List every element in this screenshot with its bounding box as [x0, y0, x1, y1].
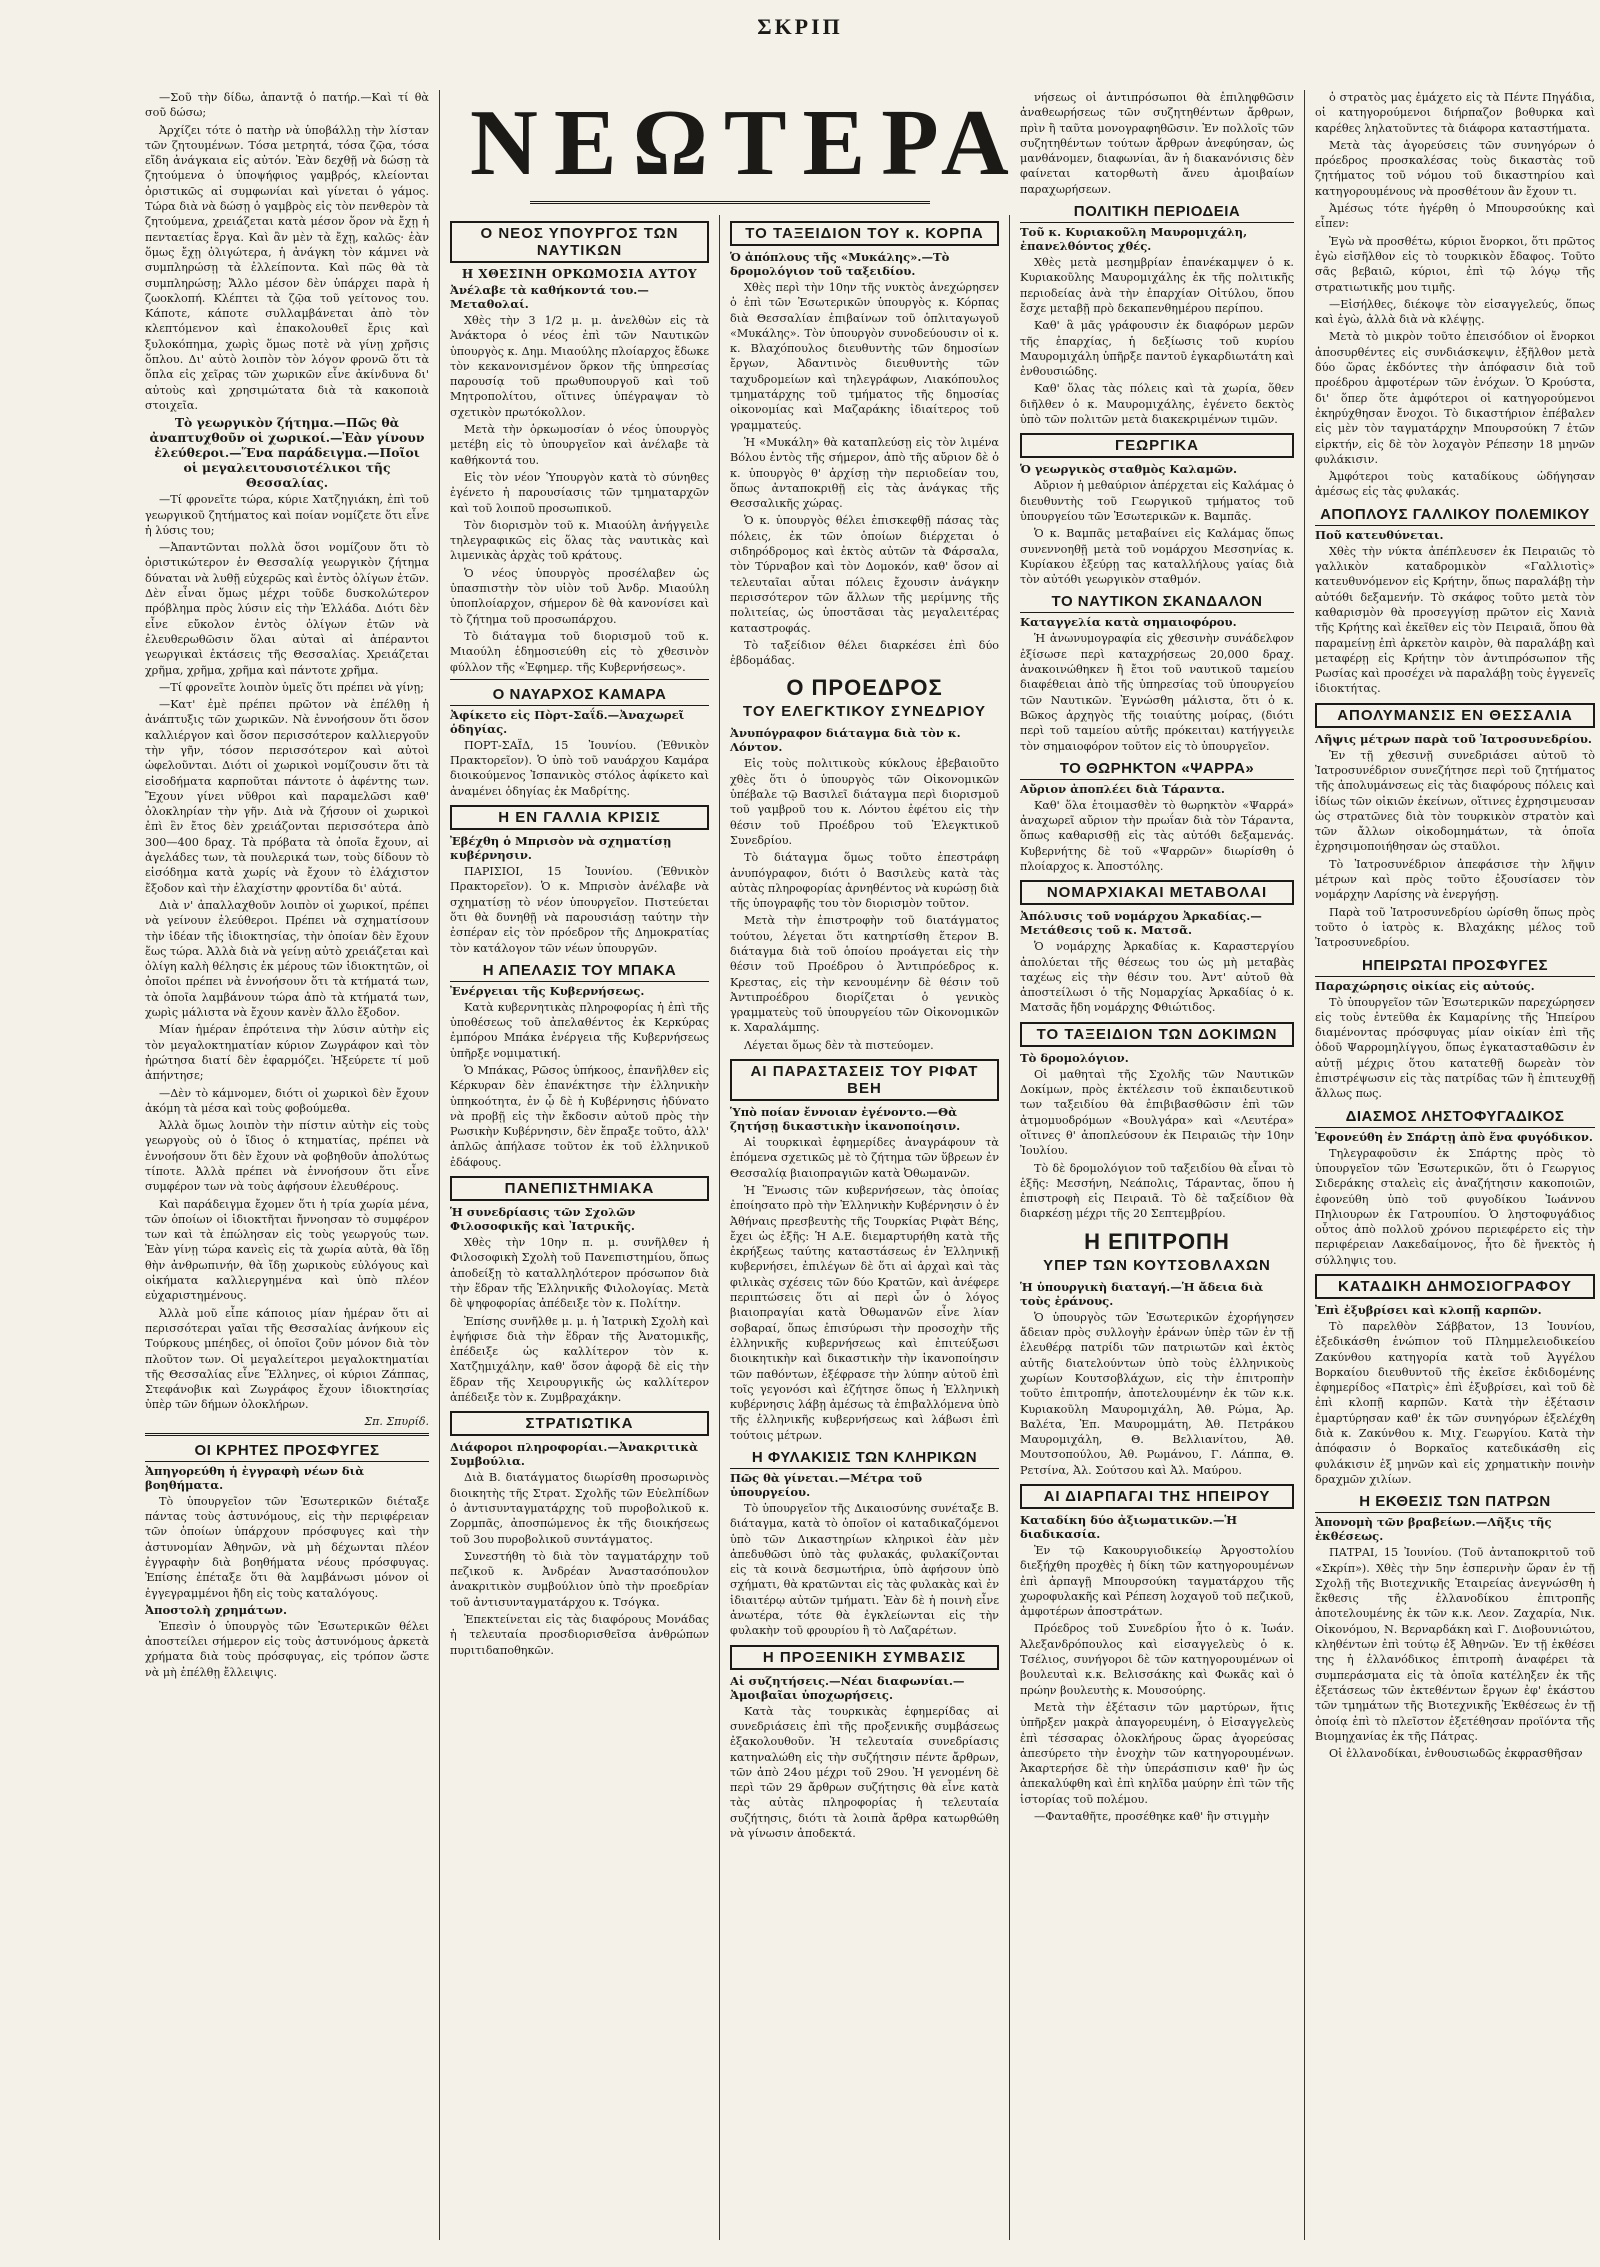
paragraph: Τὸ διάταγμα τοῦ διορισμοῦ τοῦ κ. Μιαούλη ἐδημοσιεύθη εἰς τὸ χθεσινὸν φύλλον τῆς «Ἐφημερ. τῆς Κυβερνήσεως». [450, 629, 709, 674]
article-kicker: Αὔριον ἀποπλέει διὰ Τάραντα. [1020, 781, 1225, 796]
paragraph: Τὸ διάταγμα ὅμως τοῦτο ἐπεστράφη ἀνυπόγραφον, διότι ὁ Βασιλεὺς κατὰ τὰς αὐτὰς πληροφορίας ἀρνηθέντος νὰ κυρώσῃ διὰ τῆς ὑπογραφῆς του τὸν διορισμὸν τοῦτον. [730, 851, 999, 911]
paragraph: —Φανταθῆτε, προσέθηκε καθ' ἣν στιγμὴν [1034, 1810, 1270, 1824]
paragraph: Χθὲς περὶ τὴν 10ην τῆς νυκτὸς ἀνεχώρησεν ὁ ἐπὶ τῶν Ἐσωτερικῶν ὑπουργὸς κ. Κόρπας διὰ Θεσσαλίαν ἐπιβαίνων τοῦ ὁπλιταγωγοῦ «Μυκάλης». Τὸν ὑπουργὸν συνοδεύουσιν οἱ κ. κ. Βλαχόπουλος διευθυντὴς τῶν δημοσίων ἔργων, Ἀδαντινὸς διευθυντὴς τῶν ταχυδρομείων καὶ τηλεγράφων, Λιακόπουλος τμηματάρχης τοῦ τμήματος τῆς δημοσίας οἰκονομίας καὶ Μαζαράκης ἰδιαίτερος τοῦ γραμματεύς. [730, 281, 999, 432]
column-2 [440, 215, 720, 2240]
section-title: ΝΕΩΤΕΡΑ [470, 91, 1025, 195]
paragraph: Χθὲς μετὰ μεσημβρίαν ἐπανέκαμψεν ὁ κ. Κυριακοῦλης Μαυρομιχάλης ἐκ τῆς πολιτικῆς περιοδείας ἀνὰ τὴν ἐπαρχίαν Οἰτύλου, ὅπου ἔσχε μεταβῇ πρὸ δεκαπενθημέρου περίπου. [1020, 256, 1294, 315]
paragraph: Χθὲς τὴν νύκτα ἀπέπλευσεν ἐκ Πειραιῶς τὸ γαλλικὸν καταδρομικὸν «Γαλλιοτὶς» κατευθυνόμενον εἰς Κρήτην, ὅπως παραλάβῃ τὴν αὐτόθι δεξαμενήν. Τὸ σκάφος τοῦτο μετὰ τὸν καθαρισμὸν θὰ προσεγγίσῃ πρῶτον εἰς Χανιὰ τῆς Κρήτης καὶ ἐκεῖθεν εἰς τὸν Πειραιᾶ, ὅπου θὰ παραμείνῃ ἐπὶ ἀρκετὸν καιρὸν, θὰ παραλάβῃ καὶ μεταφέρῃ εἰς Κρήτην τὸν ἀντιπρόσωπον τῆς Ρωσίας καὶ προσέχει νὰ παραλάβῃ τοὺς ἐγγενεῖς ἰδιοκτήτας. [1315, 544, 1595, 696]
paragraph: Ἀμέσως τότε ἠγέρθη ὁ Μπουρσούκης καὶ εἶπεν: [1315, 202, 1595, 231]
paragraph: —Τί φρονεῖτε τώρα, κύριε Χατζηγιάκη, ἐπὶ τοῦ γεωργικοῦ ζητήματος καὶ ποίαν νομίζετε ὅτι εἶνε ἡ λύσις του; [145, 493, 429, 537]
article-headline: ΑΙ ΠΑΡΑΣΤΑΣΕΙΣ ΤΟΥ ΡΙΦΑΤ ΒΕΗ [730, 1059, 999, 1101]
paragraph: Ἐπίσης συνῆλθε μ. μ. ἡ Ἰατρικὴ Σχολὴ καὶ ἐψήφισε διὰ τὴν ἕδραν τῆς Ἀνατομικῆς, ἐπέδειξε ὡς καλλίτερον τὸν κ. Χατζημιχάλην, καθ' ὅσον ἀφορᾷ δὲ εἰς τὴν ἕδραν τῆς Χειρουργικῆς ὡς καλλίτερον ἀπέδειξε τὸν κ. Ζυμβραχάκην. [450, 1314, 709, 1405]
divider [145, 1433, 429, 1436]
article-headline: ΣΤΡΑΤΙΩΤΙΚΑ [450, 1411, 709, 1436]
article-kicker: Τοῦ κ. Κυριακοῦλη Μαυρομιχάλη, ἐπανελθόντος χθές. [1020, 225, 1248, 254]
author-signature: Σπ. Σπυρίδ. [364, 1414, 429, 1428]
paragraph: Ἐν τῷ Κακουργιοδικείῳ Ἀργοστολίου διεξήχθη προχθὲς ἡ δίκη τῶν κατηγορουμένων ἐπὶ ἀρπαγῇ Μπουρσούκη ταγματάρχου τῆς χωροφυλακῆς καὶ Ρέπεση λοχαγοῦ τοῦ πεζικοῦ, ἀμφοτέρων ἀποστράτων. [1020, 1544, 1294, 1619]
article-headline: ΔΙΑΣΜΟΣ ΛΗΣΤΟΦΥΓΑΔΙΚΟΣ [1315, 1108, 1595, 1128]
article-subheadline: Η ΧΘΕΣΙΝΗ ΟΡΚΩΜΟΣΙΑ ΑΥΤΟΥ [461, 267, 698, 281]
article-kicker: Ἀπόλυσις τοῦ νομάρχου Ἀρκαδίας.—Μετάθεσις τοῦ κ. Ματσᾶ. [1020, 909, 1262, 938]
article-kicker: Τὸ δρομολόγιον. [1020, 1050, 1129, 1065]
paragraph: Καθ' ὅλας τὰς πόλεις καὶ τὰ χωρία, ὅθεν διῆλθεν ὁ κ. Μαυρομιχάλης, ἐγένετο δεκτὸς ὑπὸ τῶν πολιτῶν μετὰ διακεκριμένων τιμῶν. [1020, 382, 1294, 427]
paragraph: Πρόεδρος τοῦ Συνεδρίου ἦτο ὁ κ. Ἰωάν. Ἀλεξανδρόπουλος καὶ εἰσαγγελεὺς ὁ κ. Τσέλιος, συνήγοροι δὲ τῶν κατηγορουμένων οἱ βουλευταὶ κ.κ. Βελισσάκης καὶ Φωκᾶς καὶ ὁ πρώην βουλευτὴς κ. Μουσούρης. [1020, 1622, 1294, 1697]
article-headline: ΑΠΟΠΛΟΥΣ ΓΑΛΛΙΚΟΥ ΠΟΛΕΜΙΚΟΥ [1315, 506, 1595, 526]
article-headline: ΤΟ ΤΑΞΕΙΔΙΟΝ ΤΟΥ κ. ΚΟΡΠΑ [730, 221, 999, 246]
paragraph: Ὁ νέος ὑπουργὸς προσέλαβεν ὡς ὑπασπιστὴν τὸν υἱὸν τοῦ Ἀνδρ. Μιαούλη ὑποπλοίαρχον, σήμερον δὲ θὰ κανονίσει καὶ τὸ ζήτημα τοῦ προσωπάρχου. [450, 566, 709, 626]
paragraph: νήσεως οἱ ἀντιπρόσωποι θὰ ἐπιληφθῶσιν ἀναθεωρήσεως τῶν συζητηθέντων ἄρθρων, πρὶν ἢ ταῦτα μονογραφηθῶσιν. Ἐν πολλοῖς τῶν συζητηθέντων τούτων ἄρθρων ἀνεφύησαν, ὡς μανθάνομεν, διαφωνίαι, ἂν ἡ διακανόνισις δὲν φαίνεται κατορθωτὴ ἄνευ ἀμοιβαίων παραχωρήσεων. [1020, 91, 1294, 196]
article-headline: Η ΕΝ ΓΑΛΛΙΑ ΚΡΙΣΙΣ [450, 805, 709, 830]
article-headline: ΓΕΩΡΓΙΚΑ [1020, 433, 1294, 458]
paragraph: Οἱ μαθηταὶ τῆς Σχολῆς τῶν Ναυτικῶν Δοκίμων, πρὸς ἐκτέλεσιν τοῦ ἐκπαιδευτικοῦ των ταξειδίου θὰ ἐπιβιβασθῶσιν ἐπὶ τῶν ἀτμομυοδρόμων «Βουλγάρα» καὶ «Λευτέρα» οἵτινες θ' ἀποπλεύσουν ἐκ Πειραιῶς τὴν 10ην Ἰουλίου. [1020, 1067, 1294, 1158]
paragraph: Διὰ Β. διατάγματος διωρίσθη προσωρινὸς διοικητὴς τῆς Στρατ. Σχολῆς τῶν Εὐελπίδων ὁ ἀντισυνταγματάρχης τοῦ πυροβολικοῦ κ. Ζορμπᾶς, ἀποσπώμενος ἐκ τῆς διοικήσεως τοῦ 3ου πυροβολικοῦ συντάγματος. [450, 1471, 709, 1546]
article-headline: ΚΑΤΑΔΙΚΗ ΔΗΜΟΣΙΟΓΡΑΦΟΥ [1315, 1274, 1595, 1299]
article-kicker: Ἡ συνεδρίασις τῶν Σχολῶν Φιλοσοφικῆς καὶ Ἰατρικῆς. [450, 1205, 636, 1234]
paragraph: Ἡ «Μυκάλη» θὰ καταπλεύσῃ εἰς τὸν λιμένα Βόλου ἐντὸς τῆς σήμερον, ἀπὸ τῆς αὔριον δὲ ὁ κ. ὑπουργὸς θ' ἀρχίσῃ τὴν περιοδείαν του, ὅπως ἀνταποκριθῇ εἰς τὰς ἀνάγκας τῆς Θεσσαλικῆς χώρας. [730, 435, 999, 511]
paragraph: Μετὰ τὰς ἀγορεύσεις τῶν συνηγόρων ὁ πρόεδρος προσκαλέσας τοὺς δικαστὰς τοῦ ζητήματος τοῦ νόμου τοῦ δικαστηρίου καὶ κατηγορουμένους νὰ προσθέτουν ἂν ἔχουν τι. [1315, 138, 1595, 198]
article-headline: ΤΟ ΝΑΥΤΙΚΟΝ ΣΚΑΝΔΑΛΟΝ [1020, 593, 1294, 613]
article-kicker: Ἀνυπόγραφον διάταγμα διὰ τὸν κ. Λόντον. [730, 726, 961, 755]
article-kicker: Ποῦ κατευθύνεται. [1315, 527, 1444, 542]
paragraph: Αὔριον ἡ μεθαύριον ἀπέρχεται εἰς Καλάμας ὁ διευθυντὴς τοῦ Γεωργικοῦ τμήματος τοῦ ὑπουργείου τῶν Ἐσωτερικῶν κ. Βαμπᾶς. [1020, 479, 1294, 523]
article-kicker: Ἀπονομὴ τῶν βραβείων.—Λῆξις τῆς ἐκθέσεως. [1315, 1515, 1552, 1544]
article-kicker: Ἀποστολὴ χρημάτων. [145, 1602, 287, 1617]
paragraph: Καὶ παράδειγμα ἔχομεν ὅτι ἡ τρία χωρία μένα, τῶν ὁποίων οἱ ἰδιοκτῆται ἤννοησαν τὸ συμφέρον των καὶ τὰ ἐπώλησαν εἰς τοὺς γεωργούς των. Ἐὰν γίνῃ τώρα κανεὶς εἰς τὰ χωρία αὐτὰ, θὰ ἴδῃ θὴν ἀνθρωπινήν, θὰ ἴδῃ χωρικοὺς εὐλόγους καὶ οἰκήματα καλλιεργημένα καὶ ὑπὸ πλέον εὐχαριστημένους. [145, 1197, 429, 1303]
paragraph: Ἐν τῇ χθεσινῇ συνεδριάσει αὐτοῦ τὸ Ἰατροσυνέδριον συνεζήτησε περὶ τοῦ ζητήματος τῆς ἀπολυμάνσεως εἰς τὰς διαφόρους πόλεις καὶ ἰδίως τῶν οἰκιῶν ἐκείνων, οἵτινες ἐχρησιμευσαν ὡς στρατῶνες διὰ τὸν τουρκικὸν στρατὸν καὶ τῶν ἄλλων οἰκοδομημάτων, τὰ ὁποῖα ἐχρησιμοποιήθησαν ὡς σταῦλοι. [1315, 748, 1595, 854]
paragraph: Αἱ τουρκικαὶ ἐφημερίδες ἀναγράφουν τὰ ἐπόμενα σχετικῶς μὲ τὸ ζήτημα τῶν ὕβρεων ἐν Θεσσαλίᾳ βιαιοπραγιῶν κατὰ Ὀθωμανῶν. [730, 1136, 999, 1180]
article-kicker: Ἐνέργειαι τῆς Κυβερνήσεως. [450, 983, 645, 998]
article-headline: Η ΠΡΟΞΕΝΙΚΗ ΣΥΜΒΑΣΙΣ [730, 1645, 999, 1670]
paragraph: Κατὰ κυβερνητικὰς πληροφορίας ἡ ἐπὶ τῆς ὑποθέσεως τοῦ ἀπελαθέντος ἐκ Κερκύρας ἐμπόρου Μπάκα ἐνέργεια τῆς Κυβερνήσεως ὑπῆρξε νομιματική. [450, 1000, 709, 1060]
article-headline: ΑΙ ΔΙΑΡΠΑΓΑΙ ΤΗΣ ΗΠΕΙΡΟΥ [1020, 1484, 1294, 1509]
paragraph: Εἰς τοὺς πολιτικοὺς κύκλους ἐβεβαιοῦτο χθὲς ὅτι ὁ ὑπουργὸς τῶν Οἰκονομικῶν ὑπέβαλε τῷ Βασιλεῖ διάταγμα περὶ διορισμοῦ τοῦ γαμβροῦ του κ. Λόντου ἐφέτου εἰς τὴν θέσιν τοῦ Προέδρου τοῦ Ἐλεγκτικοῦ Συνεδρίου. [730, 757, 999, 847]
paragraph: Τὸ δὲ δρομολόγιον τοῦ ταξειδίου θὰ εἶναι τὸ ἑξῆς: Μεσσήνη, Νεάπολις, Τάραντας, ὅπου ἡ ἐπιστροφὴ εἰς Πειραιᾶ. Τὸ δὲ ταξείδιον θὰ διαρκέσῃ μέχρι τῆς 20 Σεπτεμβρίου. [1020, 1161, 1294, 1221]
article-kicker: Καταδίκη δύο ἀξιωματικῶν.—Ἡ διαδικασία. [1020, 1513, 1238, 1541]
article-headline: Η ΕΚΘΕΣΙΣ ΤΩΝ ΠΑΤΡΩΝ [1315, 1493, 1595, 1513]
paragraph: Ἐπεκτείνεται εἰς τὰς διαφόρους Μονάδας ἡ τελευταία προσδιορισθεῖσα ἀνθρώπων πυριτιδαποθηκῶν. [450, 1613, 709, 1657]
paragraph: Μετὰ τὴν ὁρκωμοσίαν ὁ νέος ὑπουργὸς μετέβη εἰς τὸ ὑπουργεῖον καὶ ἀνέλαβε τὰ καθήκοντά του. [450, 423, 709, 467]
paragraph: —Ἀπαντῶνται πολλὰ ὅσοι νομίζουν ὅτι τὸ ὀριστικώτερον ἐν Θεσσαλίᾳ γεωργικὸν ζήτημα δύναται νὰ λυθῇ εὐχερῶς καὶ ἐντὸς ὀλίγων ἐτῶν. Δὲν εἶναι ὅμως μέχρι τοῦδε δυσκολώτερον πρόβλημα πρὸς λύσιν εἰς τὴν Ἑλλάδα. Διότι δὲν εἶνε εὔκολον ἐντὸς ὀλίγων ἐτῶν νὰ ἐλευθερωθῶσιν ὅλαι αὐταὶ αἱ ἀπέραντοι γεωργικαὶ ἐκτάσεις τῆς Θεσσαλίας. Χρειάζεται χρῆμα, χρῆμα, χρῆμα καὶ πάντοτε χρῆμα. [145, 541, 429, 677]
paragraph: Εἰς τὸν νέον Ὑπουργὸν κατὰ τὸ σύνηθες ἐγένετο ἡ παρουσίασις τῶν τμηματαρχῶν καὶ τοῦ λοιποῦ προσωπικοῦ. [450, 470, 709, 515]
paragraph: Τὸ ταξείδιον θέλει διαρκέσει ἐπὶ δύο ἑβδομάδας. [730, 638, 999, 668]
paragraph: Ἀλλὰ μοῦ εἶπε κάποιος μίαν ἡμέραν ὅτι αἱ περισσότεραι γαῖαι τῆς Θεσσαλίας ἀνήκουν εἰς Τούρκους μπέηδες, οἱ ὁποῖοι ζοῦν μόνον διὰ τὸν πλοῦτον των. Οἱ μεγαλείτεροι μεγαλοκτηματίαι τῆς Θεσσαλίας εἶνε Ἕλληνες, οἱ κύριοι Ζάππας, Στεφάνοβικ καὶ Ζωγράφος ἔχουν ἰδιοκτησίας ὑπὲρ τῶν δήμων ὁλοκλήρων. [145, 1306, 429, 1412]
paragraph: Ὁ ὑπουργὸς τῶν Ἐσωτερικῶν ἐχορήγησεν ἄδειαν πρὸς συλλογὴν ἐράνων ὑπὲρ τῶν ἐν τῇ ἐλευθέρᾳ πατρίδι τῶν πατριωτῶν καὶ ἐκτὸς αὐτῆς διατελούντων ὑπὸ τοὺς ἑλληνικοὺς χωρίων Κουτσοβλάχων, εἰς τὴν ἐπιτροπὴν τοῦτο ἐπιτροπήν, ἀποτελουμένην ἐκ τῶν κ.κ. Κυριακοῦλη Μαυρομιχάλη, Ἀθ. Ρώμα, Ἀρ. Βαλέτα, Ἐπ. Μαυρομμάτη, Ἀθ. Πετράκου Μαυρομιχάλη, Θ. Βελλιανίτου, Ἀθ. Μουτσοπούλου, Ἀθ. Ρωμάνου, Γ. Λάππα, Θ. Ρετσίνα, Ἀλ. Σούτσου καὶ Ἀλ. Μαύρου. [1020, 1310, 1294, 1477]
paragraph: Ὁ κ. Βαμπᾶς μεταβαίνει εἰς Καλάμας ὅπως συνεννοηθῇ μετὰ τοῦ νομάρχου Μεσσηνίας κ. Κυρίακου ἐξεύρῃ τας καταλλήλους γαίας διὰ τὸν αὐτόθι γεωργικὸν σταθμόν. [1020, 527, 1294, 587]
paragraph: Ἀλλὰ ὅμως λοιπὸν τὴν πίστιν αὐτὴν εἰς τοὺς γεωργοὺς οὐ ὁ ἴδιος ὁ κτηματίας, πρέπει νὰ ἐννοήσουν ὅτι δὲν ἔχουν νὰ φοβηθοῦν ἀπολύτως τίποτε. Ἀλλὰ πρέπει νὰ ἐννοήσουν ὅτι εἶνε συμφέρον των νὰ τοὺς ἀφήσουν ἐλευθέρους. [145, 1119, 429, 1194]
article-headline: ΝΟΜΑΡΧΙΑΚΑΙ ΜΕΤΑΒΟΛΑΙ [1020, 880, 1294, 905]
article-headline: ΤΟ ΘΩΡΗΚΤΟΝ «ΨΑΡΡΑ» [1020, 760, 1294, 780]
article-kicker: Ἐφονεύθη ἐν Σπάρτῃ ἀπὸ ἕνα φυγόδικον. [1315, 1129, 1593, 1144]
paragraph: Μίαν ἡμέραν ἐπρότεινα τὴν λύσιν αὐτὴν εἰς τὸν μεγαλοκτηματίαν κύριον Ζωγράφον καὶ τὸν ἠρώτησα διατί δὲν ἐφαρμόζει. Ἠξεύρετε τί μοῦ ἀπήντησε; [145, 1023, 429, 1083]
column-3 [720, 215, 1010, 2240]
headline-line: ΤΟΥ ΕΛΕΓΚΤΙΚΟΥ ΣΥΝΕΔΡΙΟΥ [742, 703, 987, 721]
paragraph: Μετὰ τὴν ἐπιστροφὴν τοῦ διατάγματος τούτου, λέγεται ὅτι κατηρτίσθη ἕτερον Β. διάταγμα διὰ τοῦ ὁποίου προάγεται εἰς τὴν θέσιν τοῦ Προέδρου ὁ Ἀντιπρόεδρος κ. Κρεστας, εἰς τὴν κενουμένην δὲ θέσιν τοῦ Ἀντιπροέδρου διορίζεται ὁ γενικὸς γραμματεὺς τοῦ ὑπουργείου τῶν Οἰκονομικῶν κ. Χαραλάμπης. [730, 914, 999, 1035]
paragraph: Οἱ ἑλλανοδίκαι, ἐνθουσιωδῶς ἐκφρασθῆσαν [1329, 1747, 1583, 1761]
article-headline [730, 676, 999, 724]
column-5 [1305, 90, 1600, 2240]
paragraph: Τὸ Ἰατροσυνέδριον ἀπεφάσισε τὴν λῆψιν μέτρων καὶ πρὸς τοῦτο ἐξουσίασεν τὸν νομάρχην Λαρίσης νὰ ἐνεργήσῃ. [1315, 857, 1595, 902]
article-headline: ΠΟΛΙΤΙΚΗ ΠΕΡΙΟΔΕΙΑ [1020, 203, 1294, 223]
article-kicker: Ἡ ὑπουργικὴ διαταγή.—Ἡ ἄδεια διὰ τοὺς ἐράνους. [1020, 1279, 1264, 1308]
article-headline: ΠΑΝΕΠΙΣΤΗΜΙΑΚΑ [450, 1176, 709, 1201]
article-headline: Ο ΝΑΥΑΡΧΟΣ ΚΑΜΑΡΑ [450, 686, 709, 706]
article-kicker: Ὁ γεωργικὸς σταθμὸς Καλαμῶν. [1020, 462, 1238, 477]
paragraph: —Τί φρονεῖτε λοιπὸν ὑμεῖς ὅτι πρέπει νὰ γίνῃ; [159, 680, 424, 694]
paragraph: Μετὰ τὴν ἐξέτασιν τῶν μαρτύρων, ἥτις ὑπῆρξεν μακρὰ ἀπαγορευμένη, ὁ Εἰσαγγελεὺς ἐπὶ τέσσαρας ὁλοκλήρους ὥρας ἀγορεύσας ἀπεσύρετο τὴν ἐνοχὴν τῶν κατηγορουμένων. Ἀκαρτερήσε δὲ τὴν ὑπεράσπισιν καθ' ἣν ὡς ἀπεκαλύφθη καὶ ἐπὶ κηλῖδα μαύρην ἐπὶ τῶν τῆς ἱστορίας τοῦ πολέμου. [1020, 1700, 1294, 1806]
article-headline: Η ΑΠΕΛΑΣΙΣ ΤΟΥ ΜΠΑΚΑ [450, 962, 709, 982]
paragraph: Ἡ ἀνωνυμογραφία εἰς χθεσινὴν συνάδελφον ἐξίσωσε περὶ καταχρήσεως 20,000 δραχ. ἀνακοινώθηκεν ἢ ἔτοι τοῦ ναυτικοῦ ταμείου διαφέθειαι ἀπὸ τῆς ὑπηρεσίας τοῦ ὑπουργείου τῶν Ναυτικῶν. Ἐγνώσθη μάλιστα, ὅτι ὁ κ. Βῶκος ἀρχηγὸς τῆς τοιαύτης μοίρας, (διότι περὶ τοῦ ταμείου αὐτῆς πρόκειται) κατήγγειλε τὸν σημαιοφόρον τοῦτον εἰς τὸ ὑπουργεῖον. [1020, 632, 1294, 753]
headline-line: Ο ΠΡΟΕΔΡΟΣ [786, 675, 943, 701]
article-headline [1020, 1230, 1294, 1278]
article-headline: ΗΠΕΙΡΩΤΑΙ ΠΡΟΣΦΥΓΕΣ [1315, 957, 1595, 977]
article-headline: ΑΠΟΛΥΜΑΝΣΙΣ ΕΝ ΘΕΣΣΑΛΙΑ [1315, 703, 1595, 728]
paragraph: Διὰ ν' ἀπαλλαχθοῦν λοιπὸν οἱ χωρικοί, πρέπει νὰ γείνουν ἐλεύθεροι. Πρέπει νὰ σχηματίσουν τὴν ἰδέαν τῆς ἰδιοκτησίας, τὴν ὁποίαν δὲν ἔχουν ἕως τώρα. Ἀλλὰ διὰ νὰ γείνῃ αὐτὸ χρειάζεται καὶ ὀλίγη καλὴ θέλησις ἐκ μέρους τῶν ἰδιοκτητῶν, οἱ ὁποῖοι πρέπει νὰ ἐννοήσουν ὅτι τὰ κτήματά των, τὰ ὁποῖα λαμβάνουν τώρα ἀπὸ τὰ κτήματά των, χωρὶς μάλιστα νὰ ἔχουν κανὲν ἄλλο ἔξοδον. [145, 898, 429, 1020]
paragraph: Τὸ ὑπουργεῖον τῆς Δικαιοσύνης συνέταξε Β. διάταγμα, κατὰ τὸ ὁποῖον οἱ καταδικαζόμενοι ὑπὸ τῶν Δικαστηρίων κληρικοὶ ἐὰν μὲν ἀπεδυθῶσι ὑπὸ τὰς φυλακάς, φυλακίζονται εἰς τὰ κοινὰ δεσμωτήρια, ὑπὸ ἀφήσουν ὑπὸ σχήματι, θὰ κρατῶνται εἰς τὰς φυλακὰς καὶ ἐν ἰδιαιτέρῳ αὐτῶν τμήματι. Ἐὰν δὲ ἡ ποινὴ εἶνε ἀνωτέρα, τότε θὰ ἐγκλείωνται εἰς τὴν φυλακὴν τοῦ φρουρίου ἢ τὸ Λαζαρέτων. [730, 1502, 999, 1638]
article-kicker: Αἱ συζητήσεις.—Νέαι διαφωνίαι.—Ἀμοιβαῖαι ὑποχωρήσεις. [730, 1673, 965, 1702]
paragraph: Μετὰ τὸ μικρὸν τοῦτο ἐπεισόδιον οἱ ἔνορκοι ἀποσυρθέντες εἰς συνδιάσκεψιν, ἐξῆλθον μετὰ δύο ὥρας ἐκδόντες τὴν ἀπόφασιν διὰ τοῦ προέδρου ἀμφοτέρων τῶν ἐνόχων. Ὁ Κρούστα, δι' ὅπερ ὅτε ἀμφότεροι οἱ κατηγορούμενοι ἐκηρύχθησαν ἔνοχοι. Τὸ δικαστήριον ἐπέβαλεν εἰς μὲν τὸν ταγματάρχην Μπουρσούκη 7 ἐτῶν εἱρκτήν, εἰς δὲ τὸν λοχαγὸν Ρέπεσην 18 μηνῶν φυλάκισιν. [1315, 330, 1595, 466]
article-kicker: Ἐπὶ ἐξυβρίσει καὶ κλοπῇ καρπῶν. [1315, 1303, 1542, 1317]
paragraph: Χθὲς τὴν 3 1/2 μ. μ. ἀνελθὼν εἰς τὰ Ἀνάκτορα ὁ νέος ἐπὶ τῶν Ναυτικῶν ὑπουργὸς κ. Δημ. Μιαούλης πλοίαρχος ἔδωκε τὸν κεκανονισμένον ὅρκον τῆς ὑπηρεσίας παρουσίᾳ τοῦ πρωθυπουργοῦ καὶ τοῦ Μητροπολίτου, οἵτινες ὑπέγραψαν τὸ σχετικὸν πρωτόκολλον. [450, 314, 710, 419]
newspaper-name: ΣΚΡΙΠ [757, 14, 843, 39]
paragraph: Ὁ Μπάκας, Ρῶσος ὑπήκοος, ἐπανῆλθεν εἰς Κέρκυραν δὲν ἐπανέκτησε τὴν ἑλληνικὴν ὑπηκοότητα, ἐν ᾧ δὲ ἡ Κυβέρνησις ἠδύνατο νὰ προβῇ εἰς τὴν ἔκδοσιν αὐτοῦ πρὸς τὴν Ρωσικὴν Κυβέρνησιν, δὲν ἔπραξε τοῦτο, ἀλλ' ἁπλῶς ἀπήλασε τοῦτον ἐκ τοῦ ἑλληνικοῦ ἐδάφους. [450, 1063, 709, 1169]
paragraph: Χθὲς τὴν 10ην π. μ. συνῆλθεν ἡ Φιλοσοφικὴ Σχολὴ τοῦ Πανεπιστημίου, ὅπως ἀποδείξῃ τὸ καταλληλότερον πρόσωπον διὰ τὴν ἕδραν τῆς Ἑλληνικῆς Φιλολογίας. Μετὰ δὲ ψηφοφορίας ἀπέδειξε τὸν κ. Πολίτην. [450, 1236, 709, 1311]
paragraph: Καθ' ἃ μᾶς γράφουσιν ἐκ διαφόρων μερῶν τῆς ἐπαρχίας, ἡ δεξίωσις τοῦ κυρίου Μαυρομιχάλη ὑπῆρξε παντοῦ ἐγκαρδιωτάτη καὶ ἐνθουσιώδης. [1020, 319, 1294, 379]
paragraph: —Σοῦ τὴν δίδω, ἀπαντᾷ ὁ πατήρ.—Καὶ τί θὰ σοῦ δώσω; [145, 91, 429, 120]
paragraph: Παρὰ τοῦ Ἰατροσυνεδρίου ὡρίσθη ὅπως πρὸς τοῦτο ὁ ἰατρὸς κ. Βλαχάκης μέλος τοῦ Ἰατροσυνεδρίου. [1315, 905, 1595, 950]
headline-line: Η ΕΠΙΤΡΟΠΗ [1084, 1228, 1230, 1254]
column-1 [135, 90, 440, 2240]
col1-paragraphs [145, 90, 429, 413]
paragraph: Τὸ παρελθὸν Σάββατον, 13 Ἰουνίου, ἐξεδικάσθη ἐνώπιον τοῦ Πλημμελειοδικείου Ζακύνθου κατηγορία κατὰ τοῦ Ἀγγέλου Βορκαίου διευθυντοῦ τῆς ἐκεῖσε ἐκδιδομένης ἐφημερίδος «Πατρὶς» ἐπὶ ἐξυβρίσει, καὶ τοῦ δὲ ἐπὶ κλοπῇ καρπῶν. Κατὰ τὴν ἐξέτασιν ἐμαρτύρησαν καθ' ἐκ τῶν συνηγόρων ἐξελέχθη διὰ κ. Ζακύνθου κ. Μιχ. Γεωργίου. Κατὰ τὴν ἀπόφασιν ὁ Βορκαῖος κατεδικάσθη εἰς φυλάκισιν ἐξ μηνῶν καὶ εἰς χρηματικὴν ποινὴν δραχμῶν χιλίων. [1315, 1320, 1595, 1486]
subheadline: Τὸ γεωργικὸν ζήτημα.—Πῶς θὰ ἀναπτυχθοῦν οἱ χωρικοί.—Ἐὰν γίνουν ἐλεύθεροι.—Ἕνα παράδειγμα.—Ποῖοι οἱ μεγαλειτουσιοτέλικοι τῆς Θεσσαλίας. [149, 415, 425, 491]
article-kicker: Διάφοροι πληροφορίαι.—Ἀνακριτικὰ Συμβούλια. [450, 1440, 699, 1469]
paragraph: ὁ στρατὸς μας ἐμάχετο εἰς τὰ Πέντε Πηγάδια, οἱ κατηγορούμενοι διήρπαζον βοθυρκα καὶ καρέθες ληλατοῦντες τὰ διάφορα καταστήματα. [1315, 91, 1595, 135]
article-kicker: Πῶς θὰ γίνεται.—Μέτρα τοῦ ὑπουργείου. [730, 1471, 923, 1499]
article-headline: Η ΦΥΛΑΚΙΣΙΣ ΤΩΝ ΚΛΗΡΙΚΩΝ [730, 1449, 999, 1469]
paragraph: Καθ' ὅλα ἑτοιμασθὲν τὸ θωρηκτὸν «Ψαρρά» ἀναχωρεῖ αὔριον τὴν πρωΐαν διὰ τὸν Τάραντα, ὅπως καθαρισθῇ εἰς τὰς αὐτόθι δεξαμενάς. Κυβερνήτης δὲ τοῦ «Ψαρρῶν» διωρίσθη ὁ πλοίαρχος κ. Ἀποστόλης. [1020, 798, 1294, 873]
article-kicker: Ὁ ἀπόπλους τῆς «Μυκάλης».—Τὸ δρομολόγιον τοῦ ταξειδίου. [730, 250, 950, 278]
paragraph: —Δὲν τὸ κάμνομεν, διότι οἱ χωρικοὶ δὲν ἔχουν ἀκόμη τὰ μέσα καὶ τοὺς φοβούμεθα. [145, 1086, 429, 1115]
headline-line: ΥΠΕΡ ΤΩΝ ΚΟΥΤΣΟΒΛΑΧΩΝ [1043, 1256, 1271, 1274]
article-kicker: Παραχώρησις οἰκίας εἰς αὐτούς. [1315, 978, 1535, 993]
article-kicker: Λῆψις μέτρων παρὰ τοῦ Ἰατροσυνεδρίου. [1315, 731, 1592, 746]
paragraph: Κατὰ τὰς τουρκικὰς ἐφημερίδας αἱ συνεδριάσεις ἐπὶ τῆς προξενικῆς συμβάσεως ἐξακολουθοῦν. Ἡ τελευταία συνεδρίασις κατηναλώθη εἰς τὴν συζήτησιν πέντε ἄρθρων, τῶν ἀπὸ 24ου μέχρι τοῦ 29ου. Ἡ γενομένη δὲ περὶ τῶν 29 ἄρθρων συζήτησις θὰ εἶνε κατὰ τὰς αὐτὰς πληροφορίας ἡ τελευταία συζήτησις, διότι τὰ λοιπὰ ἄρθρα κατωρθώθη νὰ γίνωσιν ἀποδεκτά. [730, 1704, 999, 1841]
paragraph: ΠΑΡΙΣΙΟΙ, 15 Ἰουνίου. (Ἐθνικὸν Πρακτορεῖον). Ὁ κ. Μπρισὸν ἀνέλαβε νὰ σχηματίσῃ τὸ νέον ὑπουργεῖον. Πιστεύεται ὅτι θὰ δυνηθῇ νὰ παρουσιάσῃ ταύτην τὴν ἐσπέραν εἰς τὸν πρόεδρον τῆς Δημοκρατίας τὸν κατάλογον τῶν νέων ὑπουργῶν. [450, 865, 709, 955]
paragraph: Ἐγὼ νὰ προσθέτω, κύριοι ἔνορκοι, ὅτι πρῶτος ἐγὼ εἰσῆλθον εἰς τὸ τουρκικὸν ἔδαφος. Τοῦτο σᾶς βεβαιῶ, κύριοι, ἐπὶ τῷ λόγῳ τῆς στρατιωτικῆς μου τιμῆς. [1315, 234, 1595, 294]
paragraph: Συνεστήθη τὸ διὰ τὸν ταγματάρχην τοῦ πεζικοῦ κ. Ἀνδρέαν Ἀναστασόπουλον ἀνακριτικὸν συμβούλιον ὑπὸ τὴν προεδρίαν τοῦ ἀντισυνταγματάρχου κ. Τσόγκα. [450, 1549, 709, 1609]
paragraph: Ὁ κ. ὑπουργὸς θέλει ἐπισκεφθῇ πάσας τὰς πόλεις, ἐκ τῶν ὁποίων διέρχεται ὁ σιδηρόδρομος καὶ ἐκτὸς αὐτῶν τὰ Φάρσαλα, τὸν Τύρναβον καὶ τὸν Δομοκόν, καθ' ὅσον αἱ τελευταῖαι αὗται πόλεις ἔχουσιν ἀνάγκην περισσότερον τῶν ἄλλων τῆς μερίμνης τῆς πολιτείας, ὡς ὑποστᾶσαι τὰς μεγαλειτέρας καταστροφάς. [730, 514, 999, 635]
paragraph: ΠΟΡΤ-ΣΑΪΔ, 15 Ἰουνίου. (Ἐθνικὸν Πρακτορεῖον). Ὁ ὑπὸ τοῦ ναυάρχου Καμάρα διοικούμενος Ἰσπανικὸς στόλος ἀφίκετο καὶ ἀναμένει ὁδηγίας ἐκ Μαδρίτης. [450, 738, 709, 798]
article-headline: ΤΟ ΤΑΞΕΙΔΙΟΝ ΤΩΝ ΔΟΚΙΜΩΝ [1020, 1022, 1294, 1047]
article-kicker: Ὑπὸ ποίαν ἔννοιαν ἐγένοντο.—Θὰ ζητήσῃ δικαστικὴν ἱκανοποίησιν. [730, 1105, 961, 1134]
article-headline: Ο ΝΕΟΣ ΥΠΟΥΡΓΟΣ ΤΩΝ ΝΑΥΤΙΚΩΝ [450, 221, 709, 263]
paragraph: —Κατ' ἐμὲ πρέπει πρῶτον νὰ ἐπέλθῃ ἡ ἀνάπτυξις τῶν χωρικῶν. Νὰ ἐννοήσουν ὅτι ὅσον καλλιέργον καὶ ὅσον περισσότερον καλλιεργοῦν τὴν γῆν, τόσον περισσότερον καὶ αὐτοὶ ὠφελοῦνται. Διότι οἱ χωρικοὶ νομίζουσιν ὅτι τὰ εἰσοδήματα καρποῦται πάντοτε ὁ ἀφέντης των. Ἔχουν γίνει νῦθροι καὶ παραμελῶσι καθ' ὁλοκληρίαν τὴν γῆν. Διὰ νὰ ζήσουν οἱ χωρικοὶ ἐπὶ ἓν ἔτος δὲν χρειάζονται περισσότερα ἀπὸ 300—400 δραχ. Τὰ πρόβατα τὰ ὁποῖα ἔχουν, αἱ ἀγελάδες των, τὰ πουλερικά των, τοὺς δίδουν τὸ εἰσόδημα κατὰ χωρίς νὰ ἔχουν τὸ ἐλάχιστον ἔξοδον καὶ τὴν ἐλαχίστην φροντίδα δι' αὐτά. [145, 698, 429, 895]
article-kicker: Ἀνέλαβε τὰ καθήκοντά του.—Μεταθολαί. [450, 283, 649, 311]
column-4 [1010, 90, 1305, 2240]
paragraph: Ἡ Ἕνωσις τῶν κυβερνήσεων, τὰς ὁποίας ἐποίησατο πρὸ τὴν Ἑλληνικὴν Κυβέρνησιν ὁ ἐν Ἀθήναις πρεσβευτὴς τῆς Τουρκίας Ριφὰτ Βέης, ἔχει ὡς ἑξῆς: Ἡ Α.Ε. διεμαρτυρήθη κατὰ τῆς ἐκρήξεως ταύτης καταστάσεως ἐν Ἑλληνικῇ κυβερνήσει, ἐπιλέγων δὲ ὅτι αἱ ἀρχαὶ καὶ τὰς φιλικὰς σχέσεις τῶν δύο Κρατῶν, καὶ ἀνέφερε περιπτώσεις ὅτι αἱ περὶ ὧν ὁ λόγος βιαιοπραγίαι κατὰ Ὀθωμανῶν εἶνε λίαν σοβαραί, ὅπως ἐπισύρωσι τὴν προσοχὴν τῆς ἑλληνικῆς κυβερνήσεως καὶ ἐπιτεύξωσι διοικητικὴν καὶ δικαστικὴν τὴν ἱκανοποίησιν τῶν παθόντων, ἐξέφρασε τὴν λύπην αὐτοῦ ἐπὶ τοῖς γεγονόσι καὶ ἐζήτησε ὅπως ἡ Ἑλληνικὴ κυβέρνησις λάβῃ ἀμέσως τὰ ἐπιβαλλόμενα ὑπὸ τῆς ἑλληνικῆς κυβερνήσεως καὶ λάβωσι ἐπὶ τούτοις μέτρων. [730, 1183, 999, 1442]
article-kicker: Ἐβέχθη ὁ Μπρισὸν νὰ σχηματίσῃ κυβέρνησιν. [450, 834, 672, 863]
paragraph: Τὸ ὑπουργεῖον τῶν Ἐσωτερικῶν διέταξε πάντας τοὺς ἀστυνόμους, εἰς τὴν περιφέρειαν τῶν ὁποίων ὑπάρχουν πρόσφυγες καὶ τὴν ἀστυνομίαν Ἀθηνῶν, νὰ μὴ δέχωνται πλέον ἐγγραφὴν διὰ βοηθήματα νέους πρόσφυγας. Ἐπίσης ἐπέταξε ὅτι θὰ λαμβάνωσι μόνον οἱ ἐγγεγραμμένοι ἤδη εἰς τοὺς καταλόγους. [145, 1494, 429, 1600]
article-kicker: Ἀπηγορεύθη ἡ ἐγγραφὴ νέων διὰ βοηθήματα. [145, 1463, 365, 1492]
paragraph: Τὸ ὑπουργεῖον τῶν Ἐσωτερικῶν παρεχώρησεν εἰς τοὺς ἐντεῦθα ἐκ Καμαρίνης τῆς Ἠπείρου διαμένοντας πρόσφυγας μίαν οἰκίαν ἐπὶ τῆς ὁδοῦ Ψαρρομηλίγγου, ὅπως ἐγκατασταθῶσιν ἐν αὐτῇ μέχρις ὅτου κατατεθῇ δωρεὰν τὸν ἐπιστρέψωσιν εἰς τὰς πατρίδας τῶν ἢ ἐπιτευχθῇ ἄλλως πως. [1315, 995, 1595, 1101]
paragraph: Τηλεγραφοῦσιν ἐκ Σπάρτης πρὸς τὸ ὑπουργεῖον τῶν Ἐσωτερικῶν, ὅτι ὁ Γεωργιος Σιδεράκης σταλεὶς εἰς ἀναζήτησιν κακοποιῶν, ἐφονεύθη ὑπὸ τοῦ φυγοδίκου Ἰωάννου Πηλιουρων ἐκ Γατρουπίου. Ὁ ληστοφυγάδιος οὗτος ἀπὸ πολλοῦ χρόνου περιεφέρετο εἰς τὴν περιφέρειαν Λακεδαίμονος, ἦτο δὲ ἤνεκτὸς ἡ σύλληψις του. [1315, 1146, 1595, 1267]
paragraph: ΠΑΤΡΑΙ, 15 Ἰουνίου. (Τοῦ ἀνταποκριτοῦ τοῦ «Σκρίπ»). Χθὲς τὴν 5ην ἑσπερινὴν ὥραν ἐν τῇ Σχολῇ τῆς Βιοτεχνικῆς Ἑταιρείας ἀνεγνώσθη ἡ ἔκθεσις τῆς ἑλλανοδίκου ἐπιτροπῆς ἀποτελουμένης ἐκ τῶν κ.κ. Λεον. Ζαχαρία, Νικ. Οἰκονόμου, Ν. Βερναρδάκη καὶ Γ. Διοβουνιώτου, κληθέντων ἐπὶ τούτῳ ἐξ Ἀθηνῶν. Ἐν τῇ ἐκθέσει της ἡ ἑλλανόδικος ἐπιτροπὴ ἀναφέρει τὰ συμπεράσματα εἰς τὰ ὁποῖα κατέληξεν ἐκ τῆς ἐξετάσεως τῶν ἐκτεθέντων ἔργων ἐφ' ἑκάστου τῶν τμημάτων τῆς Βιοτεχνικῆς Ἐκθέσεως ἐν τῇ ὁποίᾳ ἐπὶ τὸ πλεῖστον ἐξετέθησαν προϊόντα τῆς Βιομηχανίας ἐκ τῆς Πάτρας. [1315, 1546, 1595, 1743]
paragraph: —Εἰσήλθες, διέκοψε τὸν εἰσαγγελεύς, ὅπως καὶ ἐγὼ, ἀλλὰ διὰ νὰ κλέψῃς. [1315, 297, 1595, 327]
paragraph: Ἐπεσὶν ὁ ὑπουργὸς τῶν Ἐσωτερικῶν θέλει ἀποστείλει σήμερον εἰς τοὺς ἀστυνόμους ἀρκετὰ χρήματα διὰ τοὺς πρόσφυγας, εἰς τρόπον ὥστε νὰ μὴ ἐπέλθῃ ἔλλειψις. [145, 1619, 429, 1679]
paragraph: Ὁ νομάρχης Ἀρκαδίας κ. Καραστεργίου ἀπολύεται τῆς θέσεως του ὡς μὴ μεταβὰς ταχέως εἰς τὴν θέσιν του. Ἀντ' αὐτοῦ θὰ ἀποστείλωσι ὁ τῆς Νομαρχίας Ἀρκαδίας ὁ κ. Ματσᾶς ἤδη νομάρχης Φθιώτιδος. [1020, 940, 1294, 1015]
article-kicker: Ἀφίκετο εἰς Πὸρτ-Σαΐδ.—Ἀναχωρεῖ ὁδηγίας. [450, 707, 685, 736]
paragraph: Λέγεται ὅμως δὲν τὰ πιστεύομεν. [744, 1038, 934, 1052]
article-headline: ΟΙ ΚΡΗΤΕΣ ΠΡΟΣΦΥΓΕΣ [145, 1442, 429, 1462]
paragraph: Τὸν διορισμὸν τοῦ κ. Μιαούλη ἀνήγγειλε τηλεγραφικῶς εἰς ὅλας τὰς ναυτικὰς καὶ λιμενικὰς ἀρχὰς τοῦ κράτους. [450, 518, 709, 563]
article-kicker: Καταγγελία κατὰ σημαιοφόρου. [1020, 615, 1237, 630]
paragraph: Ἀρχίζει τότε ὁ πατὴρ νὰ ὑποβάλλῃ τὴν λίσταν τῶν ζητουμένων. Τόσα μετρητά, τόσα ζῷα, τόσα εἴδη ἀνάγκαια εἰς αὐτόν. Ἐὰν δεχθῇ νὰ δώσῃ τὰ ζητούμενα ὁ ὑποψήφιος γαμβρός, κλείονται ὁριστικῶς αἱ συμφωνίαι καὶ γίνεται ὁ γάμος. Τώρα διὰ νὰ δώσῃ ὁ γαμβρὸς εἰς τὸν πενθερὸν τὰ ζητούμενα, χρειάζεται κατὰ μέσον ὅρον νὰ ἔχῃ ἡ πενταετίας ἔργα. Καὶ ἂν μὲν τὰ ἔχῃ, καλῶς· ἐὰν ὅμως ἔχῃ ὀλιγώτερα, ἡ ἀνάγκη τὸν κάμνει νὰ συμπληρώσῃ τὰ ἐλλείποντα. Καὶ πῶς θὰ τὰ συμπληρώσῃ; Ἄλλο μέσον δὲν ὑπάρχει παρὰ ἡ ζωοκλοπή. Κλέπτει τὰ ζῷα τοῦ γείτονος του. Κάποτε, κάποτε συλλαμβάνεται ἀπὸ τὸν κλεπτόμενον καὶ ἐπακολουθεῖ ἔρις καὶ ξυλοκόπημα, χωρὶς ὅμως ποτὲ νὰ γίνῃ χρῆσις ὅπλου. Δι' αὐτὸ λοιπὸν τὸν λόγον φρονῶ ὅτι τὰ ὅπλα εἰς χεῖρας τῶν χωρικῶν εἶνε ἀκίνδυνα δι' αὐτοὺς καὶ χρησιμώτατα διὰ τὰ κακοποιὰ στοιχεῖα. [145, 123, 429, 412]
divider [450, 679, 709, 680]
paragraph: Ἀμφότεροι τοὺς καταδίκους ὡδήγησαν ἀμέσως εἰς τὰς φυλακάς. [1315, 470, 1595, 499]
